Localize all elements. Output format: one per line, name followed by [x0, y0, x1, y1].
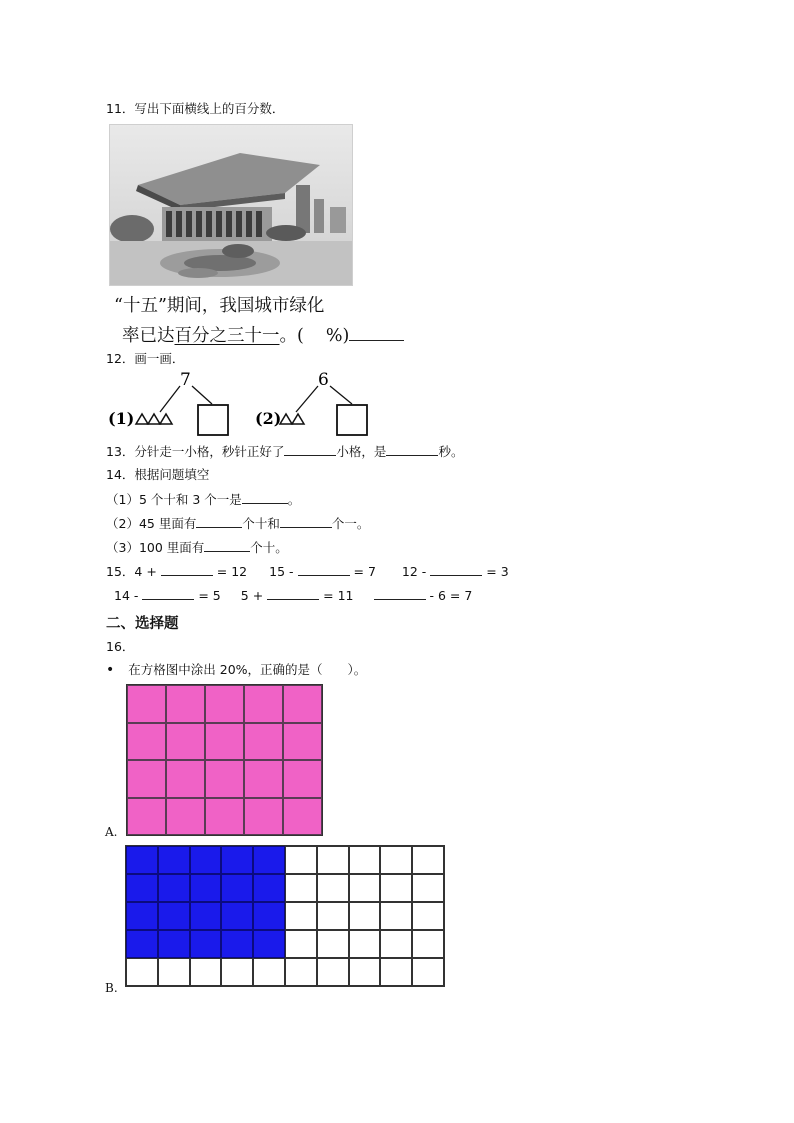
q12-part1-label: (1): [108, 409, 135, 428]
q13-blank-1[interactable]: [284, 443, 336, 456]
grid-b-cell: [380, 846, 412, 874]
q13-prefix: 13．分针走一小格，秒针正好了: [106, 444, 285, 459]
grid-a-cell: [244, 798, 283, 836]
grid-b-cell: [190, 958, 222, 986]
q12-diagram: [100, 368, 400, 440]
q14-item2-blank-2[interactable]: [280, 515, 332, 528]
q14-item3: [106, 539, 288, 556]
q15-r1-b-blank[interactable]: [298, 563, 350, 576]
grid-b-cell: [253, 846, 285, 874]
q14-item3-prefix: （3）100 里面有: [106, 540, 205, 555]
q14-item2-prefix: （2）45 里面有: [106, 516, 197, 531]
caption-suffix: 。(: [279, 326, 304, 346]
answer-box-1[interactable]: [198, 405, 228, 435]
bullet-icon: •: [106, 662, 115, 678]
grid-b-cell: [349, 930, 381, 958]
q12-part1-number: 7: [180, 370, 191, 390]
q15-r1-a-blank[interactable]: [161, 563, 213, 576]
q14-item3-blank[interactable]: [204, 539, 250, 552]
grid-a-cell: [166, 798, 205, 836]
q13-mid: 小格，是: [336, 444, 387, 459]
grid-b-cell: [412, 958, 444, 986]
grid-b-cell: [126, 874, 158, 902]
grid-b-cell: [190, 846, 222, 874]
option-b-grid[interactable]: [125, 845, 445, 987]
grid-b-cell: [126, 930, 158, 958]
q15-r2-b-post: = 11: [323, 588, 354, 603]
grid-b-cell: [317, 846, 349, 874]
grid-b-cell: [285, 930, 317, 958]
grid-b-cell: [285, 846, 317, 874]
grid-b-cell: [285, 958, 317, 986]
q15-r2-c-blank[interactable]: [374, 587, 426, 600]
grid-b-cell: [126, 902, 158, 930]
q14-item2-mid: 个十和: [242, 516, 280, 531]
grid-b-cell: [349, 874, 381, 902]
grid-b-cell: [221, 902, 253, 930]
grid-a-cell: [127, 685, 166, 723]
grid-b-cell: [221, 846, 253, 874]
grid-a-cell: [205, 760, 244, 798]
grid-b-cell: [380, 958, 412, 986]
grid-b-cell: [158, 846, 190, 874]
q16-question-line: [106, 662, 366, 678]
q14-item1-blank[interactable]: [242, 491, 288, 504]
grid-b-cell: [412, 874, 444, 902]
grid-a-cell: [283, 685, 322, 723]
grid-a-cell: [166, 685, 205, 723]
q15-row1: [106, 563, 509, 580]
grid-b-cell: [349, 958, 381, 986]
grid-b-cell: [285, 902, 317, 930]
answer-blank[interactable]: [349, 326, 404, 341]
q16-number: 16．: [106, 639, 135, 654]
q14-item1-prefix: （1）5 个十和 3 个一是: [106, 492, 242, 507]
grid-a-cell: [244, 760, 283, 798]
grid-a-cell: [283, 798, 322, 836]
grid-a-cell: [205, 685, 244, 723]
grid-b-cell: [253, 874, 285, 902]
grid-a-cell: [127, 798, 166, 836]
grid-b-cell: [221, 874, 253, 902]
q14-item1: [106, 491, 300, 508]
grid-b-cell: [317, 874, 349, 902]
grid-a-cell: [283, 760, 322, 798]
grid-a-cell: [127, 760, 166, 798]
q14-title: 14．根据问题填空: [106, 467, 210, 482]
q15-r2-b-pre: 5 +: [240, 588, 264, 603]
grid-a-cell: [205, 798, 244, 836]
option-a-label[interactable]: A.: [105, 825, 118, 839]
grid-b-cell: [158, 874, 190, 902]
grid-b-cell: [317, 958, 349, 986]
q15-r2-a-post: = 5: [198, 588, 221, 603]
grid-b-cell: [158, 958, 190, 986]
grid-b-cell: [380, 874, 412, 902]
grid-b-cell: [412, 846, 444, 874]
q14-item1-suffix: 。: [287, 492, 301, 507]
option-a-grid[interactable]: [126, 684, 323, 836]
q15-r1-c-post: = 3: [486, 564, 509, 579]
q11-title: 11．写出下面横线上的百分数．: [106, 101, 285, 116]
grid-b-cell: [349, 902, 381, 930]
q14-item2-suffix: 个一。: [331, 516, 370, 531]
grid-b-cell: [126, 846, 158, 874]
option-b-label[interactable]: B.: [105, 981, 118, 995]
grid-b-cell: [349, 846, 381, 874]
answer-box-2[interactable]: [337, 405, 367, 435]
q11-caption-line2: [122, 322, 404, 347]
q12-part2-label: (2): [255, 409, 282, 428]
q15-r2-c-post: - 6 = 7: [429, 588, 473, 603]
q13-suffix: 秒。: [438, 444, 464, 459]
grid-b-cell: [126, 958, 158, 986]
q15-row2: [114, 587, 472, 604]
caption-underlined-phrase: 百分之三十一: [174, 326, 280, 346]
triangle-icon-group-2: [280, 414, 304, 424]
section-title: 二、选择题: [106, 616, 179, 632]
q15-r2-a-blank[interactable]: [142, 587, 194, 600]
grid-a-cell: [205, 723, 244, 761]
q15-r1-c-blank[interactable]: [430, 563, 482, 576]
grid-b-cell: [221, 958, 253, 986]
grid-a-cell: [244, 685, 283, 723]
q15-r2-a-pre: 14 -: [114, 588, 139, 603]
caption-prefix: 率已达: [122, 326, 175, 346]
grid-b-cell: [317, 930, 349, 958]
q14-item3-suffix: 个十。: [250, 540, 288, 555]
q14-item2: [106, 515, 369, 532]
grid-a-cell: [244, 723, 283, 761]
caption-percent: %): [325, 326, 350, 346]
grid-b-cell: [253, 930, 285, 958]
grid-b-cell: [221, 930, 253, 958]
grid-b-cell: [285, 874, 317, 902]
grid-a-cell: [166, 723, 205, 761]
grid-b-cell: [190, 902, 222, 930]
q11-caption-line1: “十五”期间，我国城市绿化: [114, 296, 325, 316]
grid-b-cell: [412, 930, 444, 958]
building-photo: [109, 124, 353, 286]
grid-b-cell: [253, 958, 285, 986]
q14-item2-blank-1[interactable]: [196, 515, 242, 528]
grid-b-cell: [253, 902, 285, 930]
q15-r2-b-blank[interactable]: [267, 587, 319, 600]
grid-a-cell: [283, 723, 322, 761]
grid-a-cell: [127, 723, 166, 761]
q15-r1-a-pre: 15．4 +: [106, 564, 157, 579]
q13-blank-2[interactable]: [386, 443, 438, 456]
grid-b-cell: [190, 874, 222, 902]
q15-r1-a-post: = 12: [216, 564, 248, 579]
grid-b-cell: [158, 902, 190, 930]
q12-title: 12．画一画．: [106, 351, 185, 366]
q15-r1-c-pre: 12 -: [401, 564, 427, 579]
triangle-icon-group-1: [136, 414, 172, 424]
q15-r1-b-pre: 15 -: [269, 564, 294, 579]
q13-line: [106, 443, 463, 460]
q15-r1-b-post: = 7: [353, 564, 376, 579]
q16-question: 在方格图中涂出 20%，正确的是（ ）。: [128, 662, 367, 677]
q12-part2-number: 6: [318, 370, 329, 390]
grid-b-cell: [190, 930, 222, 958]
grid-b-cell: [380, 930, 412, 958]
grid-a-cell: [166, 760, 205, 798]
grid-b-cell: [412, 902, 444, 930]
grid-b-cell: [380, 902, 412, 930]
grid-b-cell: [158, 930, 190, 958]
grid-b-cell: [317, 902, 349, 930]
